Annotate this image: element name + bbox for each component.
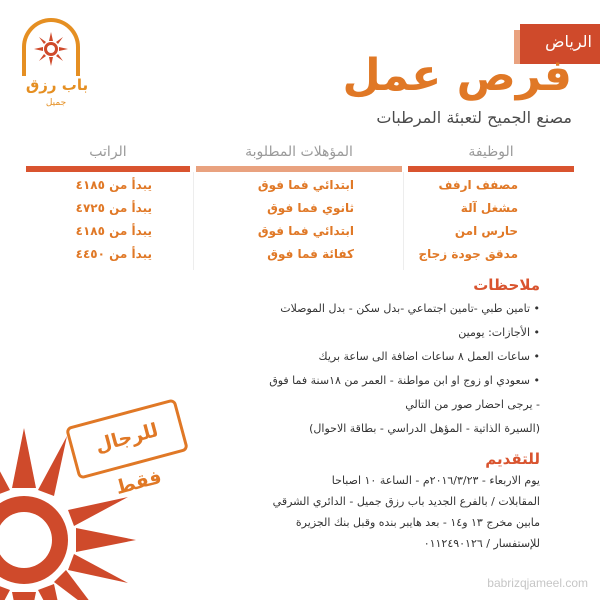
note-item: (السيرة الذاتية - المؤهل الدراسي - بطاقة الاحوال) <box>309 422 540 435</box>
qualification-column <box>204 178 354 270</box>
sun-icon <box>34 32 68 66</box>
header-qual-underline <box>196 166 402 172</box>
note-item: - يرجى احضار صور من التالي <box>405 398 540 411</box>
salary-column <box>42 178 152 270</box>
website-watermark: babrizqjameel.com <box>487 576 588 590</box>
job-column <box>408 178 518 270</box>
qualification-cell: ثانوي فما فوق <box>267 201 354 215</box>
note-item: • تامين طبي -تامين اجتماعي -بدل سكن - بدل الموصلات <box>280 302 540 315</box>
apply-line: يوم الاربعاء - ٢٠١٦/٣/٢٣م - الساعة ١٠ اصباحا <box>331 474 540 487</box>
logo-name: باب رزق <box>25 76 89 94</box>
apply-details <box>160 474 540 558</box>
qualification-cell: كفائة فما فوق <box>267 247 354 261</box>
header-job-underline <box>408 166 574 172</box>
page-subtitle: مصنع الجميح لتعبئة المرطبات <box>376 108 572 127</box>
job-cell: مشغل آلة <box>460 201 518 215</box>
salary-cell: يبدأ من ٤٧٢٥ <box>75 201 152 215</box>
men-only-stamp: للرجال فقط <box>65 398 189 480</box>
header-job: الوظيفة <box>468 144 514 160</box>
job-cell: مدقق جودة زجاج <box>418 247 518 261</box>
apply-title: للتقديم <box>485 450 540 468</box>
notes-title: ملاحظات <box>473 276 540 294</box>
note-item: • ساعات العمل ٨ ساعات اضافة الى ساعة بريك <box>318 350 540 363</box>
salary-cell: يبدأ من ٤١٨٥ <box>75 224 152 238</box>
city-label: الرياض <box>545 32 592 51</box>
qualification-cell: ابتدائي فما فوق <box>257 178 354 192</box>
job-cell: مصفف ارفف <box>438 178 518 192</box>
qualification-cell: ابتدائي فما فوق <box>257 224 354 238</box>
header-salary-underline <box>26 166 190 172</box>
apply-line: للإستفسار / ٠١١٢٤٩٠١٢٦ <box>423 537 540 550</box>
header-salary: الراتب <box>89 144 127 160</box>
header-qualifications: المؤهلات المطلوبة <box>245 144 353 160</box>
job-cell: حارس امن <box>454 224 518 238</box>
logo <box>20 18 106 110</box>
notes-list <box>180 302 540 446</box>
column-divider <box>193 172 194 270</box>
apply-line: المقابلات / بالفرع الجديد باب رزق جميل - الدائري الشرقي <box>272 495 540 508</box>
salary-cell: يبدأ من ٤٤٥٠ <box>75 247 152 261</box>
page-title: فرص عمل <box>342 50 572 101</box>
logo-subtitle: جميل <box>45 98 67 108</box>
column-divider <box>403 172 404 270</box>
note-item: • سعودي او زوج او ابن مواطنة - العمر من ١٨سنة فما فوق <box>269 374 540 387</box>
salary-cell: يبدأ من ٤١٨٥ <box>75 178 152 192</box>
note-item: • الأجازات: يومين <box>458 326 540 339</box>
apply-line: مابين مخرج ١٣ و١٤ - بعد هايبر بنده وقبل بنك الجزيرة <box>295 516 540 529</box>
